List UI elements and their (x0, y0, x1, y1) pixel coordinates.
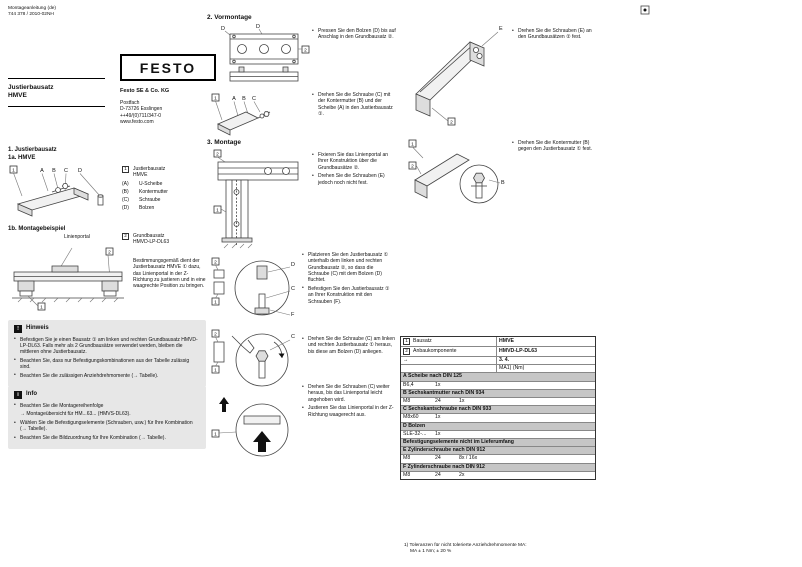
section-1-heading (8, 147, 57, 162)
table-section-B: B Sechskantmutter nach DIN 934 (401, 389, 595, 397)
callout-C: C (252, 96, 256, 102)
festo-logo (120, 54, 216, 81)
step-3-instructions-6 (512, 140, 596, 155)
section-1b-title: 1b. Montagebeispiel (8, 226, 66, 232)
info-title: Info (26, 391, 37, 398)
table-row-anbaukomponente (401, 346, 595, 356)
table-row-torque-header (401, 364, 595, 372)
qty: 2x (459, 471, 465, 478)
info-item: • Wählen Sie die Befestigungselemente (Schrauben, usw.) für Ihre Kombination (→ Tabelle). (14, 420, 200, 433)
table-data-A (401, 381, 595, 389)
fastener-table (400, 336, 596, 480)
hinweis-icon: ! (14, 325, 22, 333)
instruction: • Drehen Sie die Kontermutter (B) gegen den Justierbausatz ① fest. (512, 140, 596, 153)
table-section-F: F Zylinderschraube nach DIN 912 (401, 463, 595, 471)
callout-box-1: 1 (411, 142, 414, 148)
footnote (404, 543, 604, 555)
callout-box-2: 2 (214, 260, 217, 266)
address-line: Postfach (120, 100, 140, 106)
legend-item (122, 181, 206, 187)
qty: 8x / 16x (459, 455, 478, 462)
section-3-title: 3. Montage (207, 139, 241, 146)
info-icon: i (14, 391, 22, 399)
portal-section-drawing (244, 416, 280, 424)
instruction: • Drehen Sie die Schrauben (E) an den Grundbausätzen ② fest. (512, 28, 596, 41)
callout-B: B (242, 96, 246, 102)
registration-mark-icon (640, 5, 650, 15)
doc-type: Montageanleitung (de) (8, 6, 57, 11)
legend-label: U-Scheibe (139, 180, 163, 187)
support-column-drawing (226, 180, 248, 238)
callout-box-2: 2 (214, 332, 217, 338)
legend-key-C: (C) (122, 197, 129, 204)
callout-box-1: 1 (40, 305, 43, 311)
torque-column-header: MA1) (Nm) (499, 365, 525, 372)
size: M8 (403, 398, 411, 405)
legend-key-A: (A) (122, 180, 129, 187)
figure-tighten-b (405, 138, 507, 210)
hinweis-item: • Beachten Sie die zulässigen Anziehdrehmomente (→ Tabelle). (14, 373, 200, 379)
table-data-B (401, 397, 595, 405)
legend-label: HMVE (133, 172, 148, 179)
info-item: • Beachten Sie die Montagereihenfolge (14, 403, 200, 409)
legend-label: HMVD-LP-DL63 (133, 239, 170, 246)
callout-box-1: 1 (214, 432, 217, 438)
section-1a-title: 1a. HMVE (8, 154, 36, 161)
company-name: Festo SE & Co. KG (120, 88, 170, 94)
table-data-F (401, 471, 595, 479)
table-section-A: A Scheibe nach DIN 125 (401, 372, 595, 380)
figure-montage-assembly (210, 148, 306, 250)
legend-label: Schraube (139, 197, 161, 204)
footnote-line: MA ± 1 Nm; ± 20 % (410, 549, 452, 554)
hinweis-item: • Befestigen Sie je einen Bausatz ① am linken und rechten Grundbausatz HMVD-LP-DL63. Falls mehr als 2 Grundbausätze verwendet werden, bleiben die mittleren ohne Justierbausatz. (14, 337, 200, 356)
doc-header (8, 6, 56, 18)
callout-box-1: 1 (214, 368, 217, 374)
company-website: www.festo.com (120, 118, 154, 125)
table-value: HMVE (499, 337, 514, 344)
table-section-D: D Bolzen (401, 422, 595, 430)
callout-C: C (291, 334, 295, 340)
value: 1x (435, 430, 441, 437)
figure-detail-align (210, 252, 298, 322)
hinweis-box (8, 320, 206, 387)
table-section-C: C Sechskantschraube nach DIN 933 (401, 405, 595, 413)
qty: 1x (459, 398, 465, 405)
address-line: D-73726 Esslingen (120, 106, 163, 113)
instruction: • Befestigen Sie den Justierbausatz ① an Ihrer Konstruktion mit den Schrauben (F). (302, 286, 396, 305)
section-1-title: 1. Justierbausatz (8, 147, 57, 153)
table-data-D (401, 430, 595, 438)
value: 1x (435, 414, 441, 421)
value: 1x (435, 381, 441, 388)
callout-C: C (64, 168, 68, 174)
washer-drawing (56, 188, 61, 193)
legend-label: Grundbausatz (133, 233, 165, 239)
size: B6,4 (403, 381, 414, 388)
instruction: • Drehen Sie die Schrauben (C) weiter heraus, bis das Linienportal leicht angehoben wird. (302, 384, 396, 403)
callout-D: D (256, 24, 260, 30)
legend-item (122, 166, 206, 179)
figure-justierbausatz-parts (8, 164, 116, 222)
legend-item (122, 197, 206, 203)
figure-detail-lift (210, 392, 298, 462)
instruction: • Justieren Sie das Linienportal in der Z-Richtung waagerecht aus. (302, 405, 396, 418)
step-3-instructions-2 (302, 252, 396, 307)
step-2-instructions-1 (312, 28, 398, 43)
callout-F: F (291, 312, 295, 318)
bolt-detail-drawing (257, 266, 267, 279)
callout-E: E (499, 26, 503, 32)
callout-D: D (291, 262, 295, 268)
legend-key-B: (B) (122, 188, 129, 195)
hinweis-title: Hinweis (26, 325, 49, 332)
table-key-2: 2 (403, 348, 410, 355)
instruction: • Drehen Sie die Schraube (C) am linken und rechten Justierbausatz ① heraus, bis diese am Bolzen (D) anliegen. (302, 336, 396, 355)
table-data-E (401, 454, 595, 462)
size: M8x60 (403, 414, 419, 421)
figure-ref-icon: → (403, 357, 409, 363)
table-label: Bausatz (413, 337, 432, 344)
locknut-drawing (474, 173, 485, 183)
torque: 24 (435, 471, 441, 478)
grundbausatz-legend (122, 233, 169, 248)
doc-number: 744 378 / 2010-02NH (8, 12, 54, 17)
instruction: • Platzieren Sie den Justierbausatz ① unterhalb dem linken und rechten Grundbausatz ②, so dass die Schraube (C) mit dem Bolzen (D) fluchtet. (302, 252, 396, 283)
product-title-block (8, 78, 105, 107)
table-row-bausatz (401, 337, 595, 346)
instruction: • Drehen Sie die Schraube (C) mit der Kontermutter (B) und der Scheibe (A) in den Justierbausatz ①. (312, 92, 398, 117)
table-section-E: E Zylinderschraube nach DIN 912 (401, 446, 595, 454)
step-3-instructions-5 (512, 28, 596, 43)
table-label: Anbaukomponente (413, 347, 457, 354)
callout-box-1: 1 (216, 208, 219, 214)
figure-tighten-e (408, 20, 508, 130)
info-box (8, 386, 206, 449)
callout-box-2: 2 (216, 152, 219, 158)
hex-head-drawing (256, 351, 268, 361)
callout-box-2: 2 (450, 120, 453, 126)
festo-logo-text: FESTO (139, 59, 197, 76)
callout-box-1: 1 (214, 300, 217, 306)
address-line: ++49/(0)711/347-0 (120, 112, 162, 119)
legend-label: Justierbausatz (133, 166, 166, 172)
section-2-title: 2. Vormontage (207, 14, 252, 21)
callout-A: A (232, 96, 236, 102)
callout-A: A (40, 168, 44, 174)
callout-box-1: 1 (12, 168, 15, 174)
callout-box-2: 2 (411, 164, 414, 170)
callout-D: D (78, 168, 82, 174)
info-item-sub: → Montageübersicht für HM...63... (HMVS-DL63). (20, 411, 131, 418)
size: SLE-32-... (403, 430, 427, 437)
linienportal-label: Linienportal (64, 234, 90, 240)
callout-box-2: 2 (108, 250, 111, 256)
instruction: • Pressen Sie den Bolzen (D) bis auf Anschlag in den Grundbausatz ②. (312, 28, 398, 41)
product-model: HMVE (8, 92, 27, 99)
info-item: • Beachten Sie die Bildzuordnung für Ihre Kombination (→ Tabelle). (14, 435, 200, 441)
callout-box-2: 2 (304, 48, 307, 54)
table-key-1: 1 (403, 338, 410, 345)
table-value: 3. 4. (499, 357, 510, 363)
table-value: HMVD-LP-DL63 (499, 347, 538, 354)
figure-detail-wrench (210, 326, 298, 392)
torque: 24 (435, 398, 441, 405)
legend-item (122, 189, 206, 195)
callout-C: C (291, 286, 295, 292)
lift-arrow-icon (219, 397, 229, 412)
product-name: Justierbausatz (8, 84, 54, 91)
company-address (120, 88, 210, 125)
legend-item (122, 205, 206, 211)
callout-B: B (501, 180, 505, 186)
step-3-instructions-3 (302, 336, 396, 357)
legend-key-2: 2 (122, 233, 129, 240)
step-2-instructions-2 (312, 92, 398, 120)
instruction: • Drehen Sie die Schrauben (E) jedoch noch nicht fest. (312, 173, 398, 186)
purpose-description: Bestimmungsgemäß dient der Justierbausatz HMVE ① dazu, das Linienportal in der Z-Richtung zu justieren und in eine waagrechte Position zu bringen. (133, 258, 206, 290)
screw-detail-drawing (259, 294, 265, 308)
table-note-row: Befestigungselemente nicht im Lieferumfang (401, 438, 595, 446)
step-3-instructions-1 (312, 152, 398, 188)
legend-label: Kontermutter (139, 188, 168, 195)
figure-montagebeispiel (8, 246, 128, 312)
nut-drawing (62, 184, 68, 189)
callout-B: B (52, 168, 56, 174)
hinweis-item: • Beachten Sie, dass nur Befestigungskombinationen aus der Tabelle zulässig sind. (14, 358, 200, 371)
figure-vormontage-plate (218, 22, 310, 90)
callout-box-1: 1 (214, 96, 217, 102)
legend-key-D: (D) (122, 205, 129, 212)
carriage-drawing (52, 266, 78, 272)
table-data-C (401, 413, 595, 421)
instruction: • Fixieren Sie das Linienportal an Ihrer Konstruktion über die Grundbausätze ②. (312, 152, 398, 171)
legend-label: Bolzen (139, 205, 155, 212)
step-3-instructions-4 (302, 384, 396, 420)
figure-vormontage-part (210, 92, 276, 138)
bolt-pressed-drawing (239, 67, 244, 72)
legend-key-1: 1 (122, 166, 129, 173)
size: M8 (403, 471, 411, 478)
parts-legend (122, 166, 206, 214)
table-row-figure-ref (401, 356, 595, 364)
callout-D: D (221, 26, 225, 32)
footnote-line: 1) Toleranzen für nicht tolerierte Anziehdrehmomente MA: (404, 543, 527, 548)
size: M8 (403, 455, 411, 462)
torque: 24 (435, 455, 441, 462)
